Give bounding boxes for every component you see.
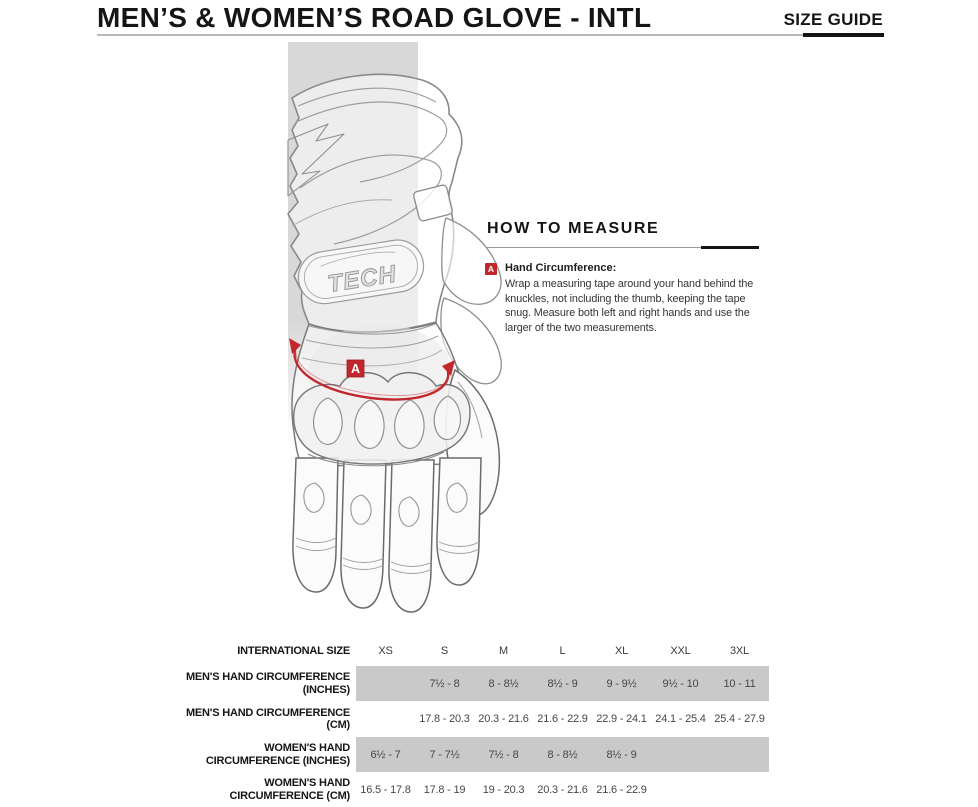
glove-illustration xyxy=(230,40,530,640)
table-cell: 20.3 - 21.6 xyxy=(478,713,529,725)
finger-pinky xyxy=(293,458,338,592)
row-values xyxy=(356,636,769,666)
table-cell: 10 - 11 xyxy=(723,677,756,690)
row-label: WOMEN'S HAND CIRCUMFERENCE (CM) xyxy=(229,777,350,802)
how-to-measure-title: HOW TO MEASURE xyxy=(487,220,660,237)
table-cell: 25.4 - 27.9 xyxy=(714,713,765,725)
table-cell: 7 - 7½ xyxy=(429,748,460,761)
header-divider-accent xyxy=(803,33,884,37)
how-to-measure-divider-accent xyxy=(701,246,759,249)
size-column-header: M xyxy=(499,645,508,657)
table-cell: 6½ - 7 xyxy=(370,748,401,761)
how-to-measure-section xyxy=(487,220,759,335)
table-row-international-size xyxy=(110,636,770,666)
table-row-womens-inches xyxy=(110,737,770,772)
tech-logo-text: TECH xyxy=(325,260,399,299)
table-cell: 17.8 - 19 xyxy=(423,783,466,796)
finger-middle xyxy=(389,460,434,612)
marker-a-legend: A xyxy=(485,263,497,275)
table-cell: 8 - 8½ xyxy=(488,677,519,690)
size-column-header: 3XL xyxy=(730,645,749,657)
size-column-header: L xyxy=(559,645,566,657)
row-values xyxy=(356,737,769,772)
table-cell: 16.5 - 17.8 xyxy=(360,783,411,796)
instruction-body: Wrap a measuring tape around your hand behind the knuckles, not including the thumb, keeping the tape snug. Measure both left and right hands and use the larger of the two measurements. xyxy=(505,278,754,334)
table-row-mens-cm xyxy=(110,701,770,737)
table-cell: 7½ - 8 xyxy=(488,748,519,761)
glove-svg xyxy=(230,40,530,640)
page-title: MEN’S & WOMEN’S ROAD GLOVE - INTL xyxy=(97,2,652,33)
table-cell: 8½ - 9 xyxy=(606,748,637,761)
row-values xyxy=(356,772,769,807)
svg-text:A: A xyxy=(350,362,361,376)
size-column-header: XXL xyxy=(670,645,691,657)
size-guide-label: SIZE GUIDE xyxy=(783,10,883,29)
size-column-header: XL xyxy=(614,645,629,657)
row-values xyxy=(356,701,769,737)
instruction-title: Hand Circumference: xyxy=(505,262,617,274)
row-label: WOMEN'S HAND CIRCUMFERENCE (INCHES) xyxy=(205,742,350,767)
table-cell: 22.9 - 24.1 xyxy=(596,713,647,725)
how-to-measure-divider xyxy=(487,247,759,248)
table-cell: 19 - 20.3 xyxy=(482,783,525,796)
table-cell: 8½ - 9 xyxy=(547,677,578,690)
table-row-mens-inches xyxy=(110,666,770,701)
table-cell: 24.1 - 25.4 xyxy=(655,713,706,725)
table-row-womens-cm xyxy=(110,772,770,807)
finger-index xyxy=(437,458,481,585)
row-label: MEN'S HAND CIRCUMFERENCE (CM) xyxy=(185,706,350,731)
row-values xyxy=(356,666,769,701)
table-cell: 7½ - 8 xyxy=(429,677,460,690)
row-label: MEN'S HAND CIRCUMFERENCE (INCHES) xyxy=(185,671,350,696)
size-column-header: XS xyxy=(378,645,393,657)
table-cell: 17.8 - 20.3 xyxy=(419,713,470,725)
measure-instruction xyxy=(487,262,759,335)
row-label: INTERNATIONAL SIZE xyxy=(237,644,350,657)
table-cell: 20.3 - 21.6 xyxy=(537,783,588,796)
table-cell: 9 - 9½ xyxy=(606,677,637,690)
size-table xyxy=(110,636,770,807)
table-cell: 8 - 8½ xyxy=(547,748,578,761)
size-column-header: S xyxy=(440,645,449,657)
table-cell: 9½ - 10 xyxy=(662,677,699,690)
finger-ring xyxy=(341,460,386,608)
table-cell: 21.6 - 22.9 xyxy=(537,713,588,725)
marker-a-glove xyxy=(347,360,364,377)
table-cell: 21.6 - 22.9 xyxy=(596,783,647,796)
header-divider xyxy=(97,34,884,36)
